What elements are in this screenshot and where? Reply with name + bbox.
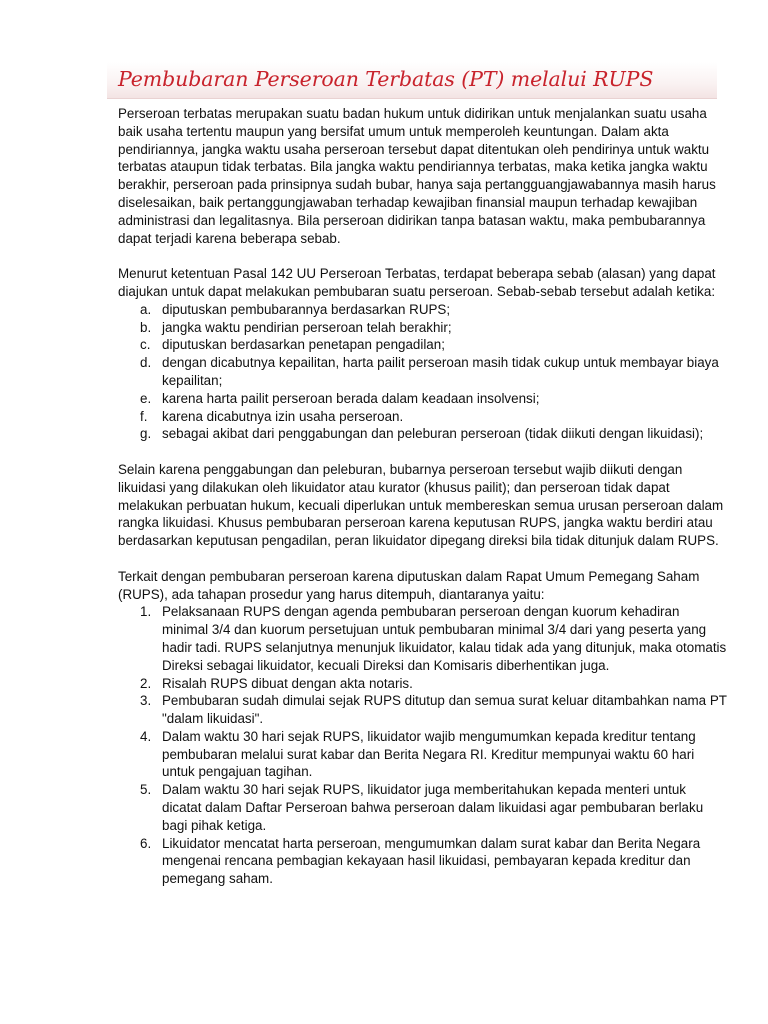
list-item bbox=[118, 390, 728, 408]
list-item-text: karena dicabutnya izin usaha perseroan. bbox=[162, 408, 404, 424]
document-title: Pembubaran Perseroan Terbatas (PT) melalui RUPS bbox=[118, 67, 654, 91]
intro-paragraph: Perseroan terbatas merupakan suatu badan hukum untuk didirikan untuk menjalankan suatu usaha baik usaha tertentu maupun yang bersifat umum untuk memperoleh keuntungan. Dalam akta pendiriannya, jangka waktu usaha perseroan tersebut dapat ditentukan oleh pendirinya untuk waktu terbatas ataupun tidak terbatas. Bila jangka waktu pendiriannya terbatas, maka ketika jangka waktu berakhir, perseroan pada prinsipnya sudah bubar, hanya saja pertangguangjawabannya masih harus diselesaikan, baik pertanggungjawaban terhadap kewajiban finansial maupun terhadap kewajiban administrasi dan legalitasnya. Bila perseroan didirikan tanpa batasan waktu, maka pembubarannya dapat terjadi karena beberapa sebab. bbox=[118, 106, 716, 246]
list-item bbox=[118, 781, 728, 834]
list-marker: g. bbox=[140, 426, 152, 442]
paragraph-spacer bbox=[118, 550, 728, 568]
list-marker: 1. bbox=[140, 604, 152, 620]
reasons-list bbox=[118, 301, 728, 443]
list-item-text: dengan dicabutnya kepailitan, harta pailit perseroan masih tidak cukup untuk membayar biaya kepailitan; bbox=[162, 355, 719, 388]
list-item bbox=[118, 835, 728, 888]
list-item bbox=[118, 728, 728, 781]
document-body bbox=[118, 105, 728, 888]
list-item bbox=[118, 692, 728, 728]
list-item-text: Dalam waktu 30 hari sejak RUPS, likuidator wajib mengumumkan kepada kreditur tentang pembubaran melalui surat kabar dan Berita Negara RI. Kreditur mempunyai waktu 60 hari untuk pengajuan tagihan. bbox=[162, 728, 696, 780]
list-item-text: jangka waktu pendirian perseroan telah berakhir; bbox=[162, 319, 452, 335]
list-item bbox=[118, 354, 728, 390]
list-item-text: sebagai akibat dari penggabungan dan peleburan perseroan (tidak diikuti dengan likuidasi); bbox=[162, 426, 704, 442]
liquidation-paragraph: Selain karena penggabungan dan peleburan, bubarnya perseroan tersebut wajib diikuti dengan likuidasi yang dilakukan oleh likuidator atau kurator (khusus pailit); dan perseroan tidak dapat melakukan perbuatan hukum, kecuali diperlukan untuk membereskan semua urusan perseroan dalam rangka likuidasi. Khusus pembubaran perseroan karena keputusan RUPS, jangka waktu berdiri atau berdasarkan keputusan pengadilan, peran likuidator dipegang direksi bila tidak ditunjuk dalam RUPS. bbox=[118, 461, 724, 549]
list-item bbox=[118, 675, 728, 693]
list-marker: d. bbox=[140, 355, 152, 371]
list-marker: f. bbox=[140, 408, 148, 424]
list-item-text: Dalam waktu 30 hari sejak RUPS, likuidator juga memberitahukan kepada menteri untuk dicatat dalam Daftar Perseroan bahwa perseroan dalam likuidasi agar pembubaran berlaku bagi pihak ketiga. bbox=[162, 782, 704, 833]
list-item-text: Pembubaran sudah dimulai sejak RUPS ditutup dan semua surat keluar ditambahkan nama PT "dalam likuidasi". bbox=[162, 693, 727, 727]
list-item bbox=[118, 425, 728, 443]
list-marker: a. bbox=[140, 301, 152, 317]
list-item-text: diputuskan pembubarannya berdasarkan RUPS; bbox=[162, 301, 451, 317]
procedure-intro-paragraph: Terkait dengan pembubaran perseroan karena diputuskan dalam Rapat Umum Pemegang Saham (RUPS), ada tahapan prosedur yang harus ditempuh, diantaranya yaitu: bbox=[118, 568, 700, 602]
list-marker: e. bbox=[140, 390, 152, 406]
list-item-text: Risalah RUPS dibuat dengan akta notaris. bbox=[162, 675, 413, 691]
list-marker: 3. bbox=[140, 693, 152, 709]
list-item bbox=[118, 301, 728, 319]
list-marker: 5. bbox=[140, 782, 152, 798]
list-item-text: Pelaksanaan RUPS dengan agenda pembubaran perseroan dengan kuorum kehadiran minimal 3/4 dan kuorum persetujuan untuk pembubaran minimal 3/4 dari yang peserta yang hadir tadi. RUPS selanjutnya menunjuk likuidator, kalau tidak ada yang ditunjuk, maka otomatis Direksi sebagai likuidator, kecuali Direksi dan Komisaris diberhentikan juga. bbox=[162, 604, 727, 673]
paragraph-spacer bbox=[118, 247, 728, 265]
list-item bbox=[118, 336, 728, 354]
procedure-steps-list bbox=[118, 603, 728, 888]
list-marker: 4. bbox=[140, 728, 152, 744]
list-item-text: Likuidator mencatat harta perseroan, mengumumkan dalam surat kabar dan Berita Negara mengenai rencana pembagian kekayaan hasil likuidasi, pembayaran kepada kreditur dan pemegang saham. bbox=[162, 835, 701, 887]
list-marker: 2. bbox=[140, 675, 152, 691]
list-item bbox=[118, 603, 728, 674]
list-item bbox=[118, 319, 728, 337]
paragraph-spacer bbox=[118, 443, 728, 461]
list-marker: b. bbox=[140, 319, 152, 335]
list-item bbox=[118, 408, 728, 426]
reasons-intro-paragraph: Menurut ketentuan Pasal 142 UU Perseroan Terbatas, terdapat beberapa sebab (alasan) yang dapat diajukan untuk dapat melakukan pembubaran suatu perseroan. Sebab-sebab tersebut adalah ketika: bbox=[118, 266, 716, 299]
list-marker: 6. bbox=[140, 835, 152, 851]
list-marker: c. bbox=[140, 337, 151, 353]
list-item-text: diputuskan berdasarkan penetapan pengadilan; bbox=[162, 337, 445, 353]
list-item-text: karena harta pailit perseroan berada dalam keadaan insolvensi; bbox=[162, 390, 540, 406]
